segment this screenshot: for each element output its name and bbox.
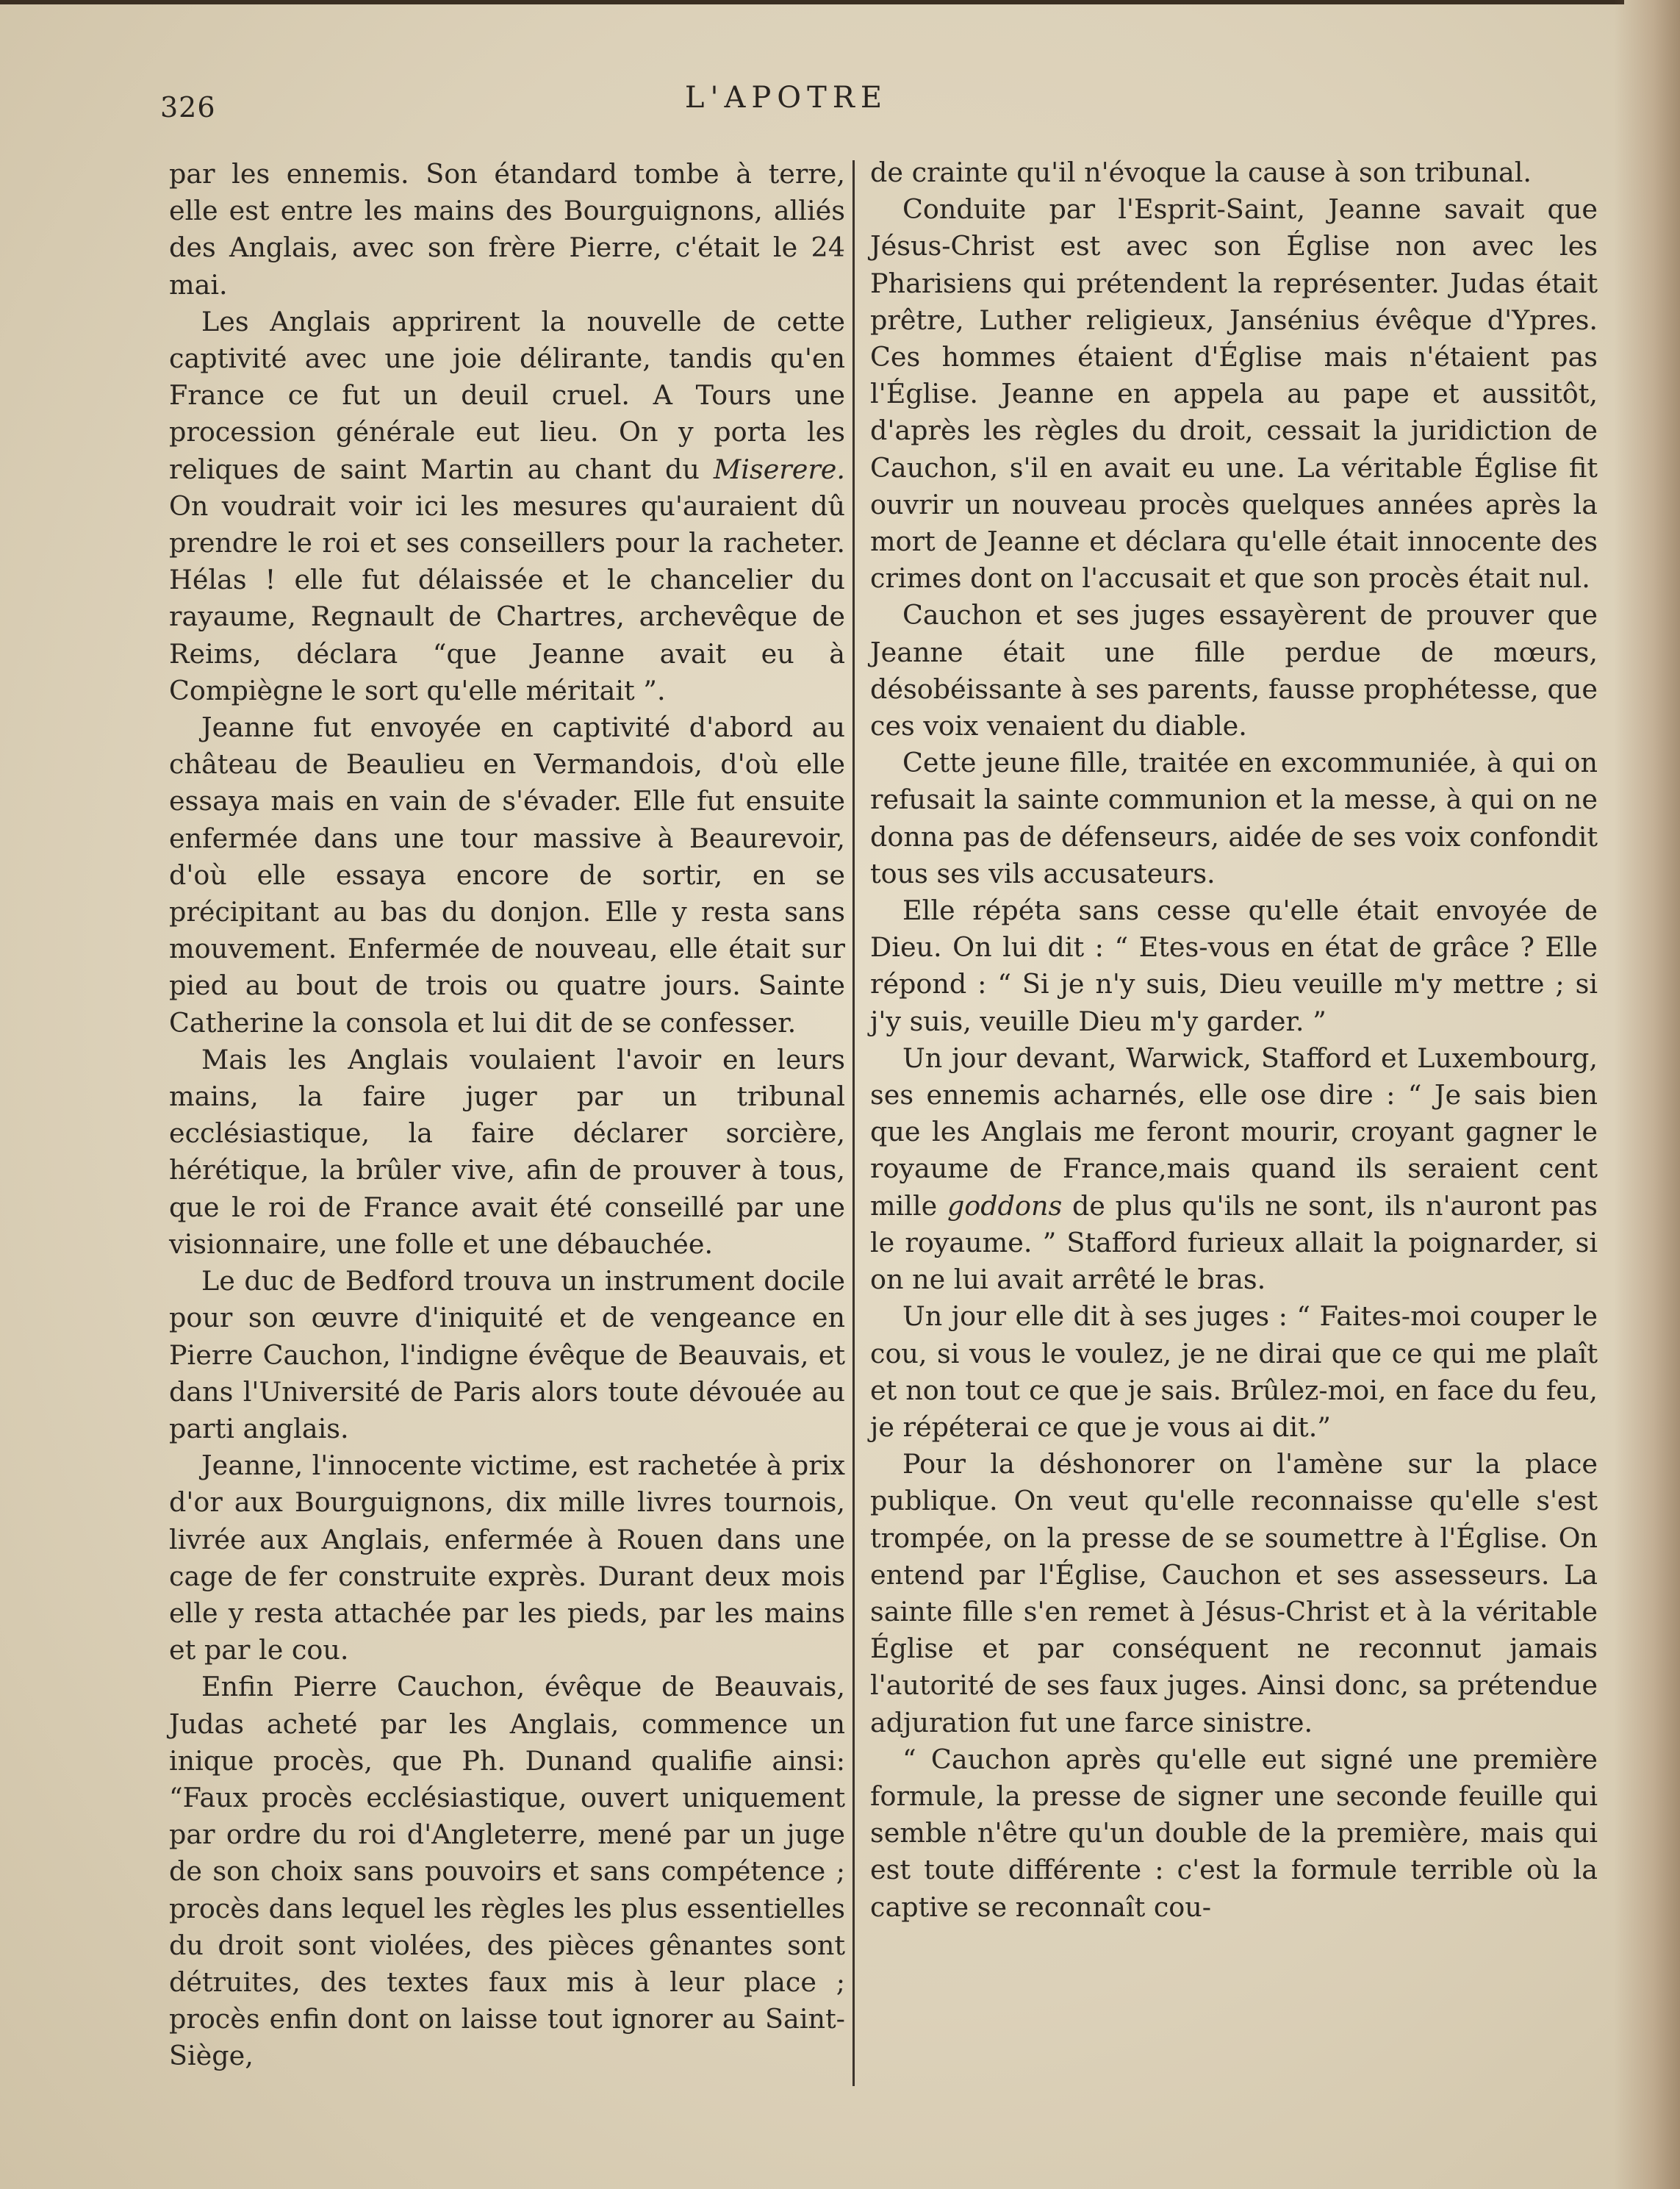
paragraph: Pour la déshonorer on l'amène sur la place publique. On veut qu'elle reconnaisse qu'elle s'est trompée, on la presse de se soumettre à l'Église. On entend par l'Église, Cauchon et ses assesseurs. La sainte fille s'en remet à Jésus-Christ et à la véritable Église et par conséquent ne reconnut jamais l'autorité de ses faux juges. Ainsi donc, sa prétendue adjuration fut une farce sinistre. <box>870 1448 1598 1738</box>
paragraph: Cette jeune fille, traitée en excommuniée, à qui on refusait la sainte communion et la messe, à qui on ne donna pas de défenseurs, aidée de ses voix confondit tous ses vils accusateurs. <box>870 747 1598 889</box>
right-column <box>870 154 1598 1926</box>
paragraph: Le duc de Bedford trouva un instrument docile pour son œuvre d'iniquité et de vengeance en Pierre Cauchon, l'indigne évêque de Beauvais, et dans l'Université de Paris alors toute dévouée au parti anglais. <box>169 1265 845 1444</box>
paragraph-text: Un jour devant, Warwick, Stafford et Luxembourg, ses ennemis acharnés, elle ose dire : “ Je sais bien que les Anglais me feront mourir, croyant gagner le royaume de France,mais quand ils seraient cent mille <box>870 1042 1598 1222</box>
paragraph <box>870 1040 1598 1298</box>
italic-word: goddons <box>947 1189 1063 1222</box>
paragraph-text: de plus qu'ils ne sont, ils n'auront pas le royaume. ” Stafford furieux allait la poignarder, si on ne lui avait arrêté le bras. <box>870 1189 1598 1296</box>
paragraph-text: Les Anglais apprirent la nouvelle de cette captivité avec une joie délirante, tandis qu'en France ce fut un deuil cruel. A Tours une procession générale eut lieu. On y porta les reliques de saint Martin au chant du <box>169 305 845 485</box>
italic-title: Miserere. <box>713 453 845 485</box>
paragraph-text: On voudrait voir ici les mesures qu'auraient dû prendre le roi et ses conseillers pour la racheter. Hélas ! elle fut délaissée et le chancelier du rayaume, Regnault de Chartres, archevêque de Reims, déclara “que Jeanne avait eu à Compiègne le sort qu'elle méritait ”. <box>169 490 845 706</box>
paragraph: Jeanne, l'innocente victime, est rachetée à prix d'or aux Bourguignons, dix mille livres tournois, livrée aux Anglais, enfermée à Rouen dans une cage de fer construite exprès. Durant deux mois elle y resta attachée par les pieds, par les mains et par le cou. <box>169 1450 845 1666</box>
left-column <box>169 156 845 2075</box>
paragraph: Conduite par l'Esprit-Saint, Jeanne savait que Jésus-Christ est avec son Église non avec les Pharisiens qui prétendent la représenter. Judas était prêtre, Luther religieux, Jansénius évêque d'Ypres. Ces hommes étaient d'Église mais n'étaient pas l'Église. Jeanne en appela au pape et aussitôt, d'après les règles du droit, cessait la juridiction de Cauchon, s'il en avait eu une. La véritable Église fit ouvrir un nouveau procès quelques années après la mort de Jeanne et déclara qu'elle était innocente des crimes dont on l'accusait et que son procès était nul. <box>870 193 1598 595</box>
paragraph: de crainte qu'il n'évoque la cause à son tribunal. <box>870 157 1532 188</box>
column-divider <box>852 160 855 2086</box>
paragraph: Jeanne fut envoyée en captivité d'abord au château de Beaulieu en Vermandois, d'où elle essaya mais en vain de s'évader. Elle fut ensuite enfermée dans une tour massive à Beaurevoir, d'où elle essaya encore de sortir, en se précipitant au bas du donjon. Elle y resta sans mouvement. Enfermée de nouveau, elle était sur pied au bout de trois ou quatre jours. Sainte Catherine la consola et lui dit de se confesser. <box>169 712 845 1039</box>
paragraph: Cauchon et ses juges essayèrent de prouver que Jeanne était une fille perdue de mœurs, désobéissante à ses parents, fausse prophétesse, que ces voix venaient du diable. <box>870 599 1598 742</box>
page-number: 326 <box>160 91 216 123</box>
paragraph: Mais les Anglais voulaient l'avoir en leurs mains, la faire juger par un tribunal ecclésiastique, la faire déclarer sorcière, hérétique, la brûler vive, afin de prouver à tous, que le roi de France avait été conseillé par une visionnaire, une folle et une débauchée. <box>169 1043 845 1260</box>
paragraph: Un jour elle dit à ses juges : “ Faites-moi couper le cou, si vous le voulez, je ne dirai que ce qui me plaît et non tout ce que je sais. Brûlez-moi, en face du feu, je répéterai ce que je vous ai dit.” <box>870 1300 1598 1443</box>
paragraph: Enfin Pierre Cauchon, évêque de Beauvais, Judas acheté par les Anglais, commence un inique procès, que Ph. Dunand qualifie ainsi: “Faux procès ecclésiastique, ouvert uniquement par ordre du roi d'Angleterre, mené par un juge de son choix sans pouvoirs et sans compétence ; procès dans lequel les règles les plus essentielles du droit sont violées, des pièces gênantes sont détruites, des textes faux mis à leur place ; procès enfin dont on laisse tout ignorer au Saint-Siège, <box>169 1671 845 2072</box>
paragraph <box>169 304 845 709</box>
paragraph: Elle répéta sans cesse qu'elle était envoyée de Dieu. On lui dit : “ Etes-vous en état de grâce ? Elle répond : “ Si je n'y suis, Dieu veuille m'y mettre ; si j'y suis, veuille Dieu m'y garder. ” <box>870 895 1598 1037</box>
running-title: L'APOTRE <box>684 81 889 115</box>
paragraph: par les ennemis. Son étandard tombe à terre, elle est entre les mains des Bourguignons, alliés des Anglais, avec son frère Pierre, c'était le 24 mai. <box>169 158 845 301</box>
paragraph: “ Cauchon après qu'elle eut signé une première formule, la presse de signer une seconde feuille qui semble n'être qu'un double de la première, mais qui est toute différente : c'est la formule terrible où la captive se reconnaît cou- <box>870 1743 1598 1923</box>
